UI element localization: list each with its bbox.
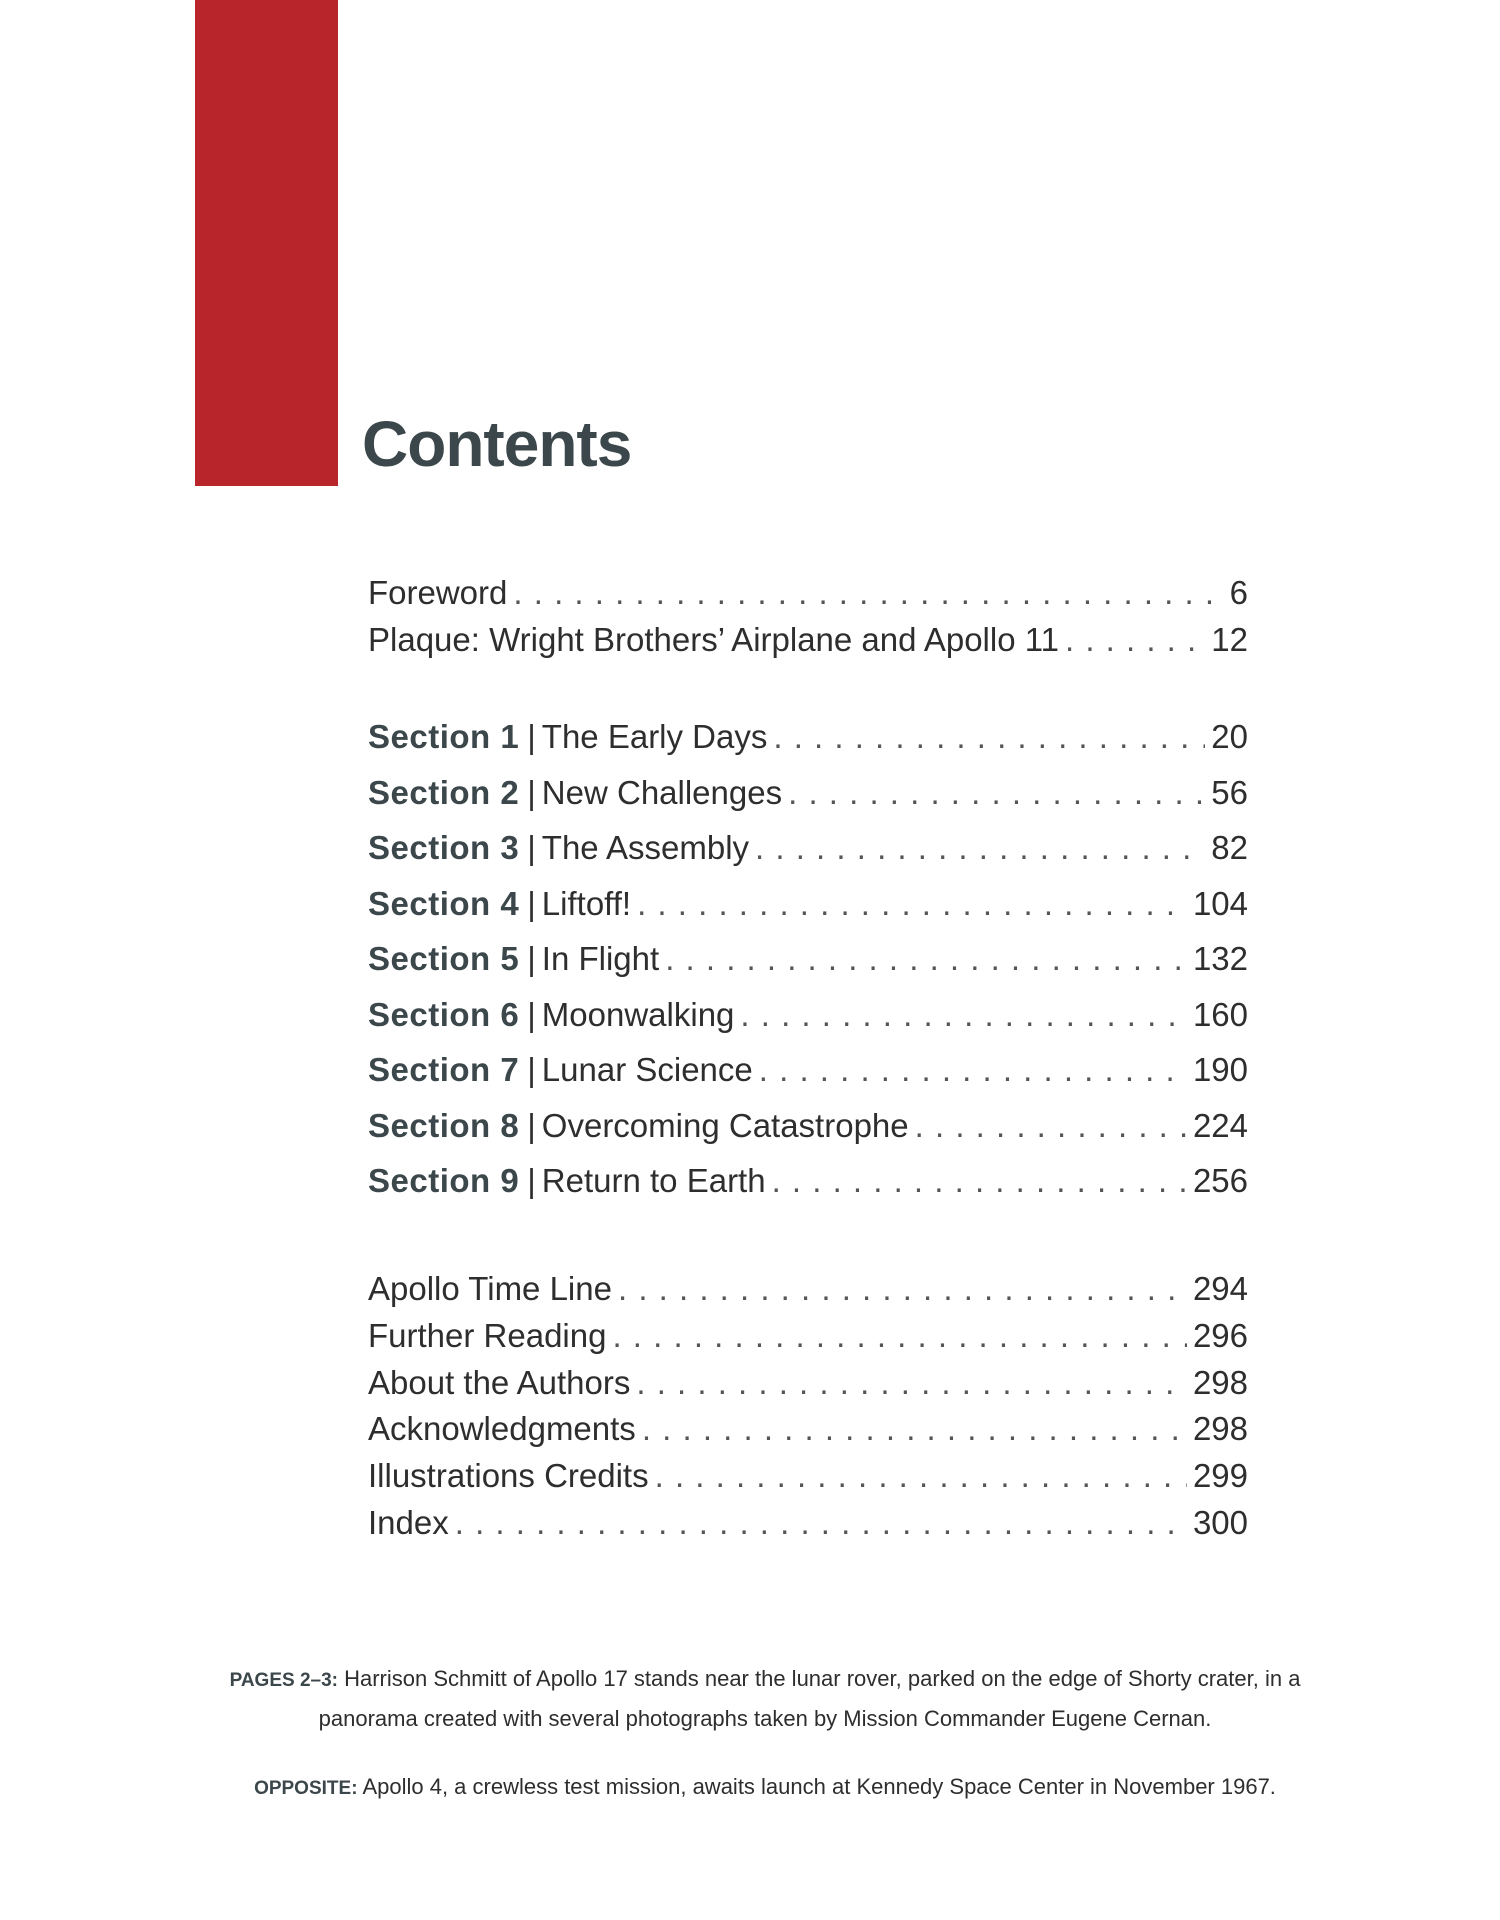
toc-entry-section-6[interactable] — [368, 996, 1248, 1052]
toc-entry-section-2[interactable] — [368, 774, 1248, 830]
toc-entry-label: Illustrations Credits — [368, 1457, 649, 1495]
caption-pages-2-3 — [200, 1660, 1330, 1738]
section-title: Overcoming Catastrophe — [541, 1106, 909, 1144]
section-title: The Early Days — [541, 718, 768, 755]
toc-page-number: 296 — [1192, 1316, 1248, 1354]
dot-leader — [1065, 621, 1205, 659]
toc-entry-illustrations-credits[interactable] — [368, 1457, 1248, 1504]
section-separator: | — [527, 995, 536, 1033]
sections-list — [368, 718, 1248, 1218]
toc-page-number: 256 — [1192, 1162, 1248, 1199]
caption-text: Apollo 4, a crewless test mission, awaits launch at Kennedy Space Center in November 1967. — [362, 1774, 1276, 1799]
dot-leader — [915, 1107, 1187, 1145]
toc-entry-section-4[interactable] — [368, 885, 1248, 941]
toc-page-number: 294 — [1192, 1270, 1248, 1307]
section-number: Section 1 — [368, 718, 520, 755]
red-accent-bar — [195, 0, 338, 486]
section-title: The Assembly — [541, 829, 750, 866]
toc-page-number: 82 — [1211, 829, 1248, 866]
toc-entry-label: Apollo Time Line — [368, 1270, 612, 1307]
section-number: Section 2 — [368, 773, 520, 811]
toc-page-number: 224 — [1192, 1106, 1248, 1144]
section-separator: | — [527, 1162, 536, 1199]
toc-entry-about-authors[interactable] — [368, 1364, 1248, 1411]
dot-leader — [618, 1270, 1187, 1308]
caption-opposite — [200, 1768, 1330, 1808]
dot-leader — [788, 774, 1205, 812]
toc-entry-time-line[interactable] — [368, 1270, 1248, 1317]
toc-page-number: 132 — [1192, 940, 1248, 977]
toc-entry-section-7[interactable] — [368, 1051, 1248, 1107]
section-title: Liftoff! — [541, 884, 632, 922]
section-title: Lunar Science — [541, 1051, 753, 1088]
back-matter-list — [368, 1270, 1248, 1551]
caption-label: OPPOSITE: — [254, 1778, 358, 1799]
front-matter-list — [368, 574, 1248, 668]
dot-leader — [636, 1364, 1187, 1402]
toc-page-number: 104 — [1192, 884, 1248, 922]
toc-entry-section-5[interactable] — [368, 940, 1248, 996]
toc-page-number: 6 — [1229, 574, 1248, 611]
toc-page-number: 12 — [1211, 621, 1248, 658]
toc-entry-further-reading[interactable] — [368, 1317, 1248, 1364]
page-title: Contents — [362, 408, 632, 480]
dot-leader — [642, 1410, 1187, 1448]
section-number: Section 9 — [368, 1162, 520, 1199]
toc-entry-section-9[interactable] — [368, 1162, 1248, 1218]
toc-page-number: 298 — [1192, 1410, 1248, 1448]
dot-leader — [773, 718, 1205, 756]
dot-leader — [612, 1317, 1186, 1355]
toc-entry-label: Further Reading — [368, 1316, 607, 1354]
dot-leader — [455, 1504, 1187, 1542]
toc-entry-label: Index — [368, 1503, 449, 1541]
section-number: Section 4 — [368, 884, 520, 922]
dot-leader — [755, 829, 1205, 867]
caption-text: Harrison Schmitt of Apollo 17 stands near the lunar rover, parked on the edge of Shorty crater, in a panorama created with several photographs taken by Mission Commander Eugene Cernan. — [318, 1666, 1301, 1731]
toc-page-number: 300 — [1192, 1503, 1248, 1541]
toc-entry-section-8[interactable] — [368, 1107, 1248, 1163]
toc-entry-label: About the Authors — [368, 1363, 631, 1401]
toc-entry-plaque[interactable] — [368, 621, 1248, 668]
section-separator: | — [527, 940, 536, 977]
section-separator: | — [527, 829, 536, 866]
section-title: New Challenges — [541, 773, 783, 811]
toc-page-number: 299 — [1192, 1457, 1248, 1495]
toc-entry-section-1[interactable] — [368, 718, 1248, 774]
toc-page-number: 190 — [1192, 1051, 1248, 1088]
section-number: Section 8 — [368, 1106, 520, 1144]
toc-page-number: 298 — [1192, 1363, 1248, 1401]
dot-leader — [637, 885, 1187, 923]
dot-leader — [759, 1051, 1187, 1089]
dot-leader — [740, 996, 1187, 1034]
section-separator: | — [527, 884, 536, 922]
section-number: Section 5 — [368, 940, 520, 977]
toc-page-number: 20 — [1211, 718, 1248, 755]
section-separator: | — [527, 773, 536, 811]
toc-entry-foreword[interactable] — [368, 574, 1248, 621]
dot-leader — [665, 940, 1187, 978]
toc-entry-acknowledgments[interactable] — [368, 1410, 1248, 1457]
toc-page-number: 56 — [1211, 773, 1248, 811]
dot-leader — [772, 1162, 1187, 1200]
section-title: Return to Earth — [541, 1162, 766, 1199]
toc-entry-section-3[interactable] — [368, 829, 1248, 885]
section-separator: | — [527, 1106, 536, 1144]
toc-entry-label: Acknowledgments — [368, 1410, 636, 1448]
caption-label: PAGES 2–3: — [229, 1670, 338, 1691]
toc-page-number: 160 — [1192, 995, 1248, 1033]
section-title: Moonwalking — [541, 995, 735, 1033]
toc-entry-label: Foreword — [368, 574, 508, 611]
toc-entry-label: Plaque: Wright Brothers’ Airplane and Apollo 11 — [368, 621, 1059, 658]
section-number: Section 6 — [368, 995, 520, 1033]
section-separator: | — [527, 718, 536, 755]
section-separator: | — [527, 1051, 536, 1088]
section-number: Section 7 — [368, 1051, 520, 1088]
dot-leader — [655, 1457, 1187, 1495]
toc-entry-index[interactable] — [368, 1504, 1248, 1551]
dot-leader — [513, 574, 1223, 612]
section-title: In Flight — [541, 940, 660, 977]
section-number: Section 3 — [368, 829, 520, 866]
